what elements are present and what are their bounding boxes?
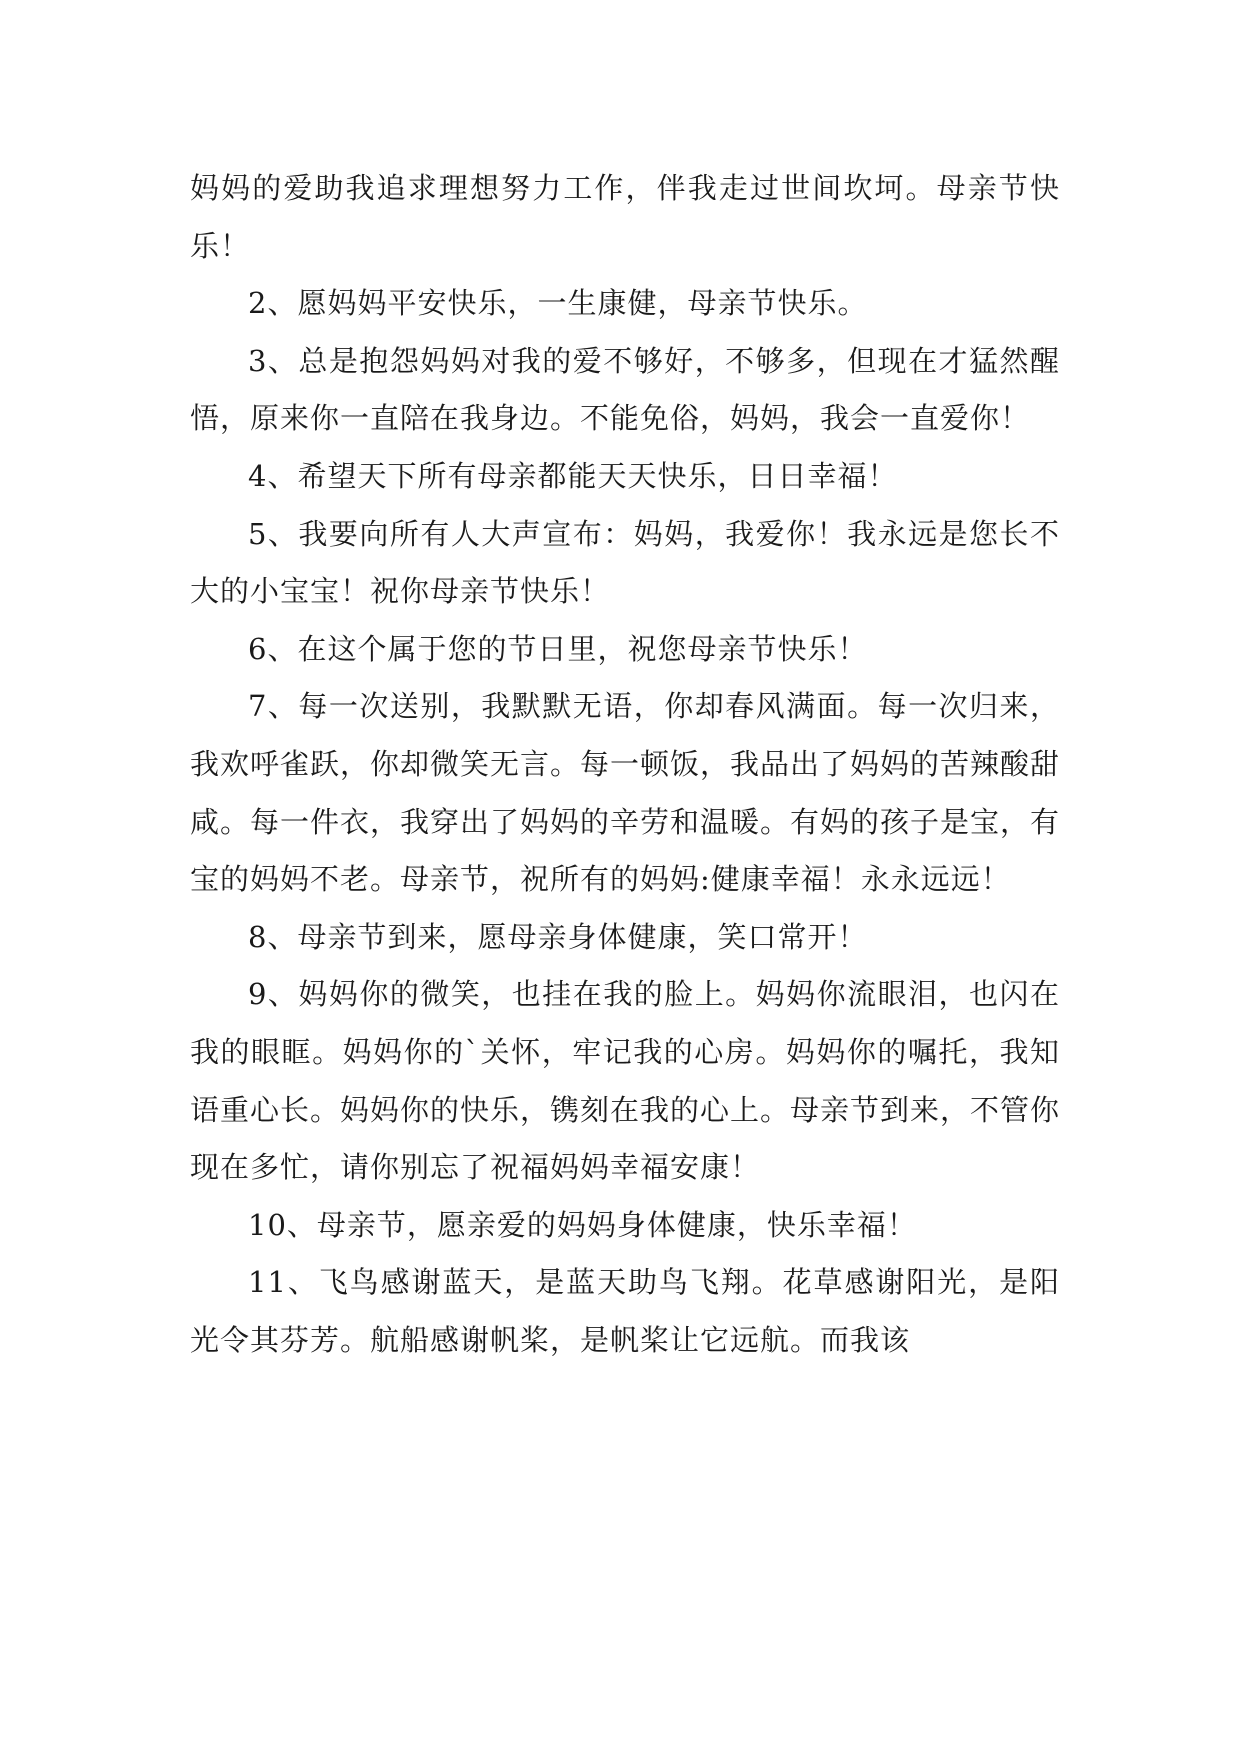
paragraph-item-4: 4、希望天下所有母亲都能天天快乐，日日幸福！ [248,458,898,493]
paragraph-item-7: 7、每一次送别，我默默无语，你却春风满面。每一次归来，我欢呼雀跃，你却微笑无言。每一顿饭，我品出了妈妈的苦辣酸甜咸。每一件衣，我穿出了妈妈的辛劳和温暖。有妈的孩子是宝，有宝的妈妈不老。母亲节，祝所有的妈妈:健康幸福！永永远远！ [190,689,1061,897]
paragraph-item-9: 9、妈妈你的微笑，也挂在我的脸上。妈妈你流眼泪，也闪在我的眼眶。妈妈你的`关怀，牢记我的心房。妈妈你的嘱托，我知语重心长。妈妈你的快乐，镌刻在我的心上。母亲节到来，不管你现在多忙，请你别忘了祝福妈妈幸福安康！ [190,977,1061,1185]
paragraph-item-8: 8、母亲节到来，愿母亲身体健康，笑口常开！ [248,919,868,954]
paragraph-continued: 妈妈的爱助我追求理想努力工作，伴我走过世间坎坷。母亲节快乐！ [190,171,1060,263]
paragraph-item-3: 3、总是抱怨妈妈对我的爱不够好，不够多，但现在才猛然醒悟，原来你一直陪在我身边。不能免俗，妈妈，我会一直爱你！ [190,343,1060,436]
paragraph-item-10: 10、母亲节，愿亲爱的妈妈身体健康，快乐幸福！ [248,1207,917,1242]
document-body [190,160,1060,1369]
paragraph-item-2: 2、愿妈妈平安快乐，一生康健，母亲节快乐。 [248,286,868,321]
paragraph-item-5: 5、我要向所有人大声宣布：妈妈，我爱你！我永远是您长不大的小宝宝！祝你母亲节快乐！ [190,516,1060,609]
paragraph-item-11: 11、飞鸟感谢蓝天，是蓝天助鸟飞翔。花草感谢阳光，是阳光令其芬芳。航船感谢帆桨，是帆桨让它远航。而我该 [190,1265,1060,1357]
paragraph-item-6: 6、在这个属于您的节日里，祝您母亲节快乐！ [248,631,868,666]
